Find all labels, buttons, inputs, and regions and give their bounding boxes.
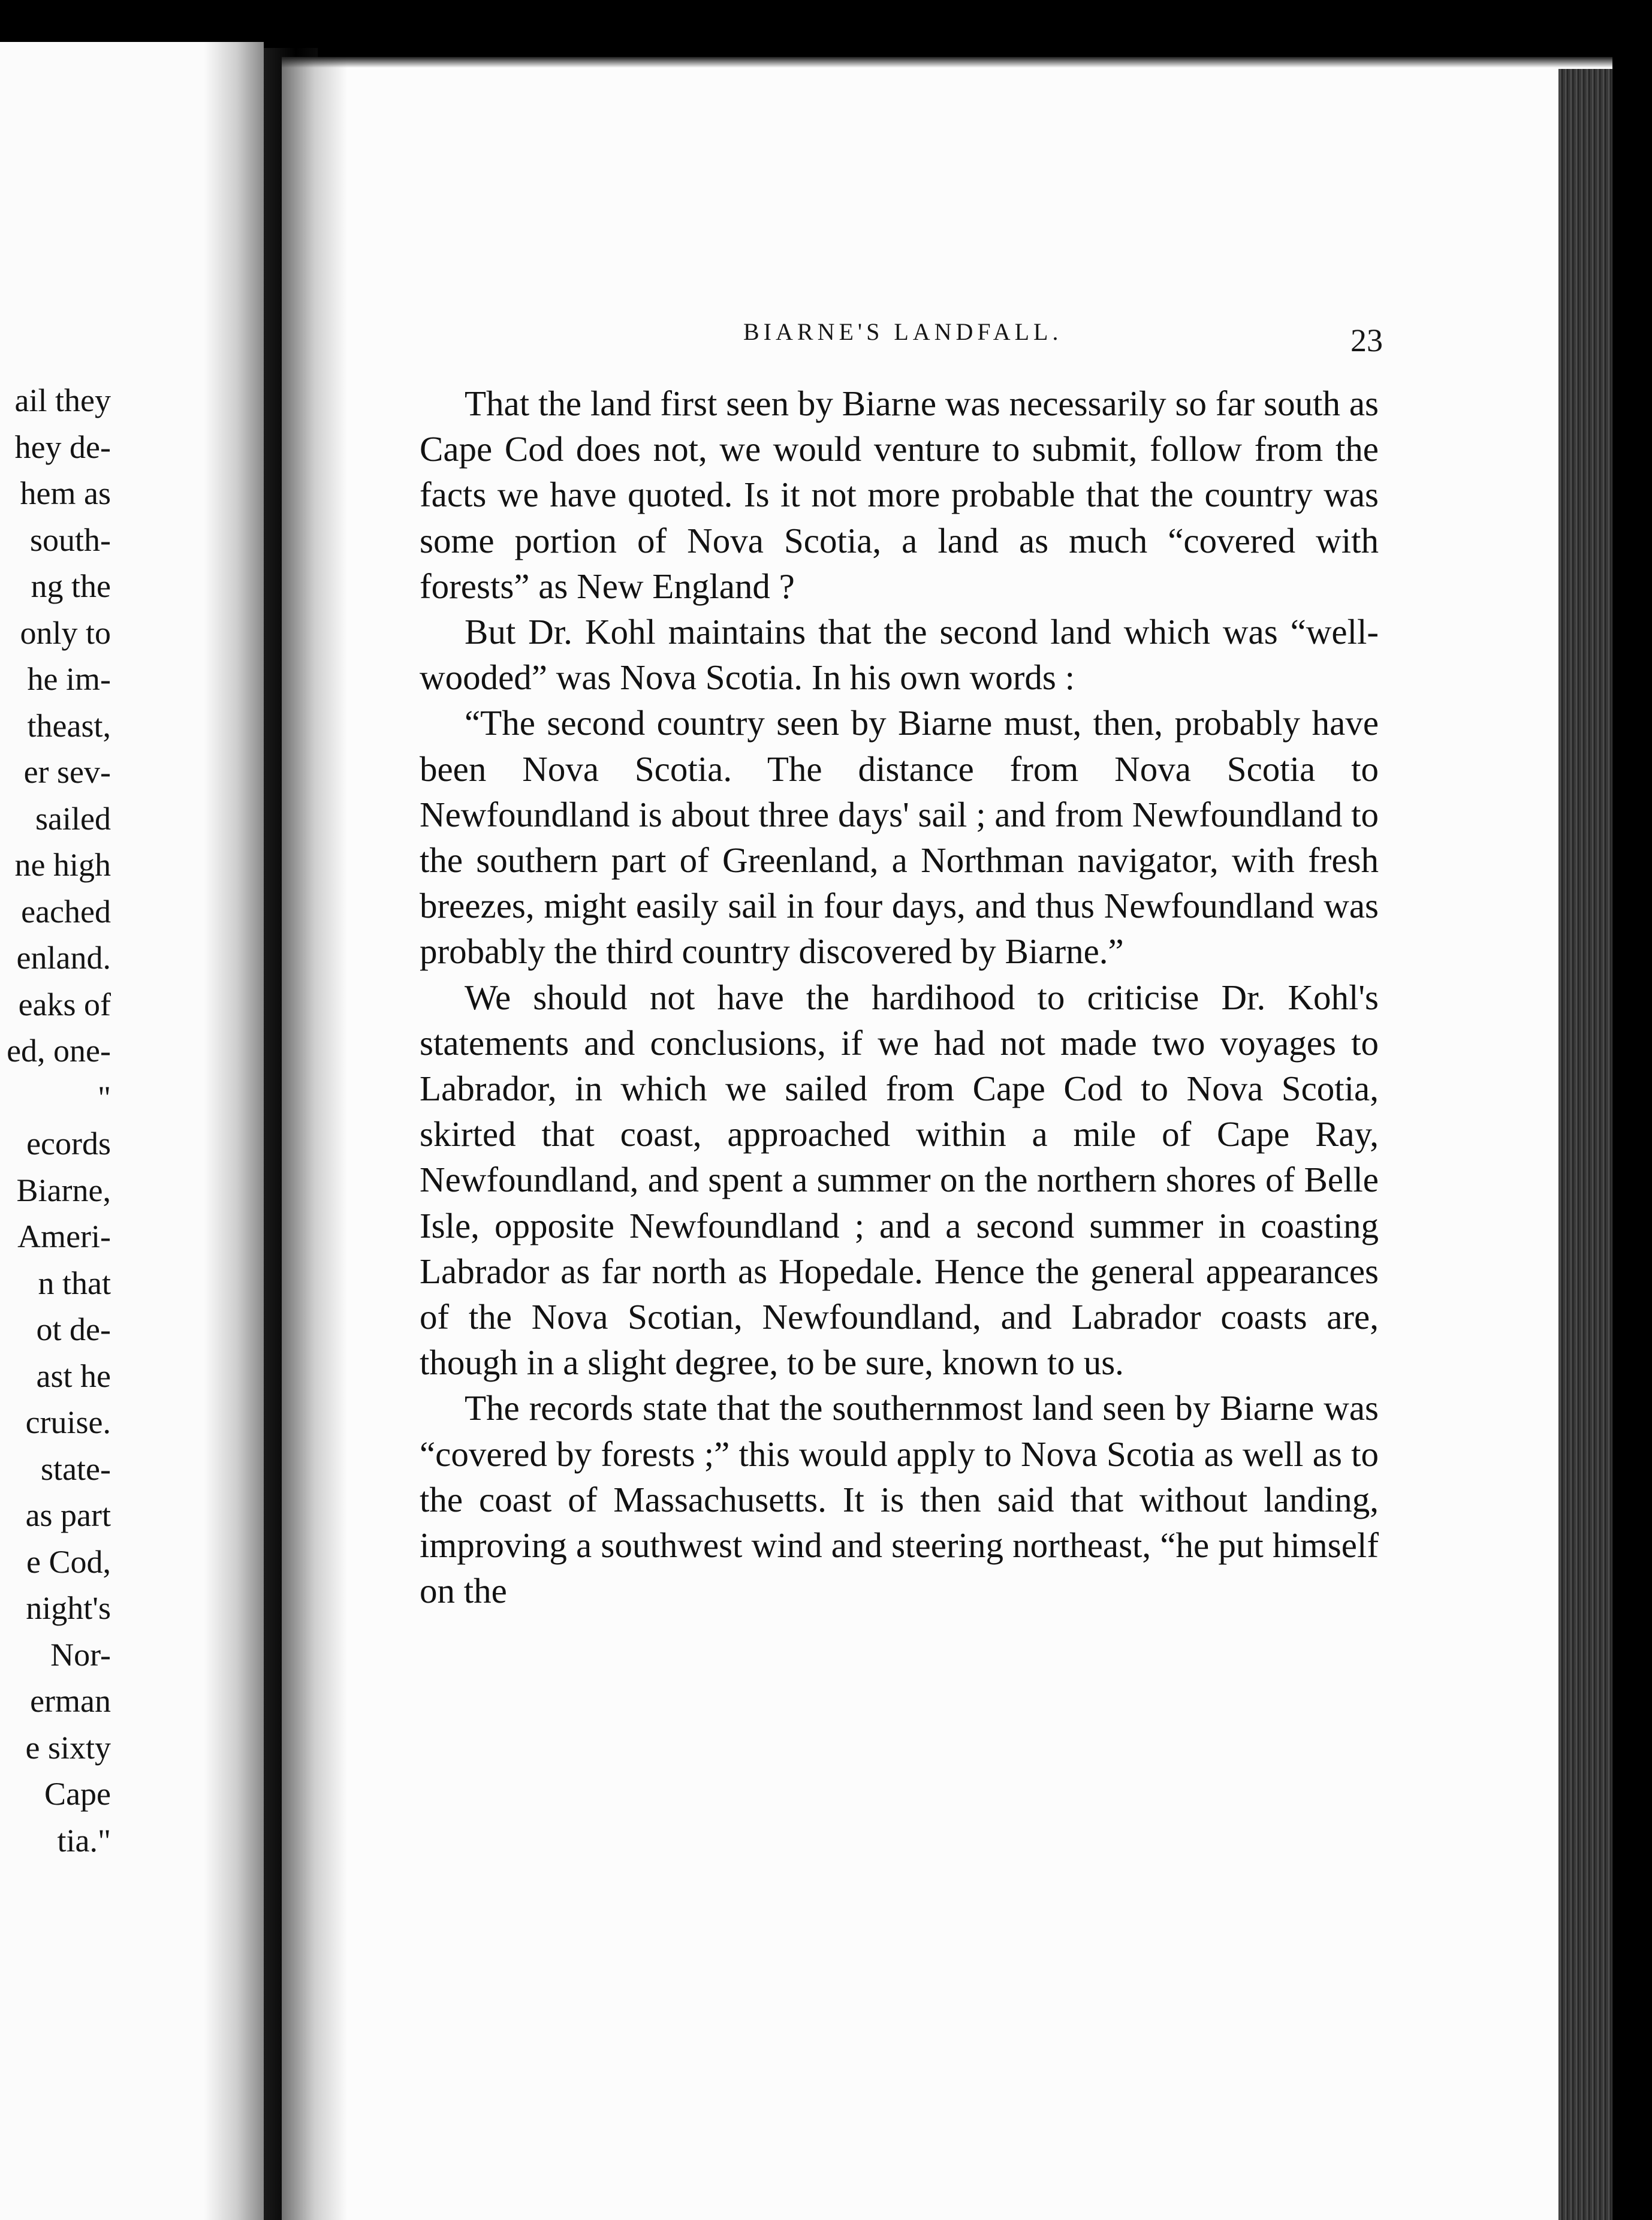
paragraph: “The second country seen by Biarne must, then, probably have been Nova Scotia. The distance from Nova Scotia to Newfoundland is about three days' sail ; and from Newfoundland to the southern part of Greenland, a Northman navigator, with fresh breezes, might easily sail in four days, and thus Newfoundland was probably the third country discovered by Biarne.” [420, 703, 1379, 972]
left-page [0, 42, 264, 2220]
left-line: ail they [14, 382, 111, 418]
running-head: BIARNE'S LANDFALL. [743, 318, 1063, 345]
left-line: hem as [20, 475, 111, 511]
left-line: ot de- [36, 1311, 111, 1347]
left-line: tia." [57, 1822, 111, 1859]
left-line: cruise. [25, 1404, 111, 1440]
left-line: erman [30, 1683, 111, 1719]
left-line: enland. [16, 940, 111, 976]
left-line: south- [30, 521, 111, 558]
left-line: eaks of [18, 986, 111, 1022]
left-line: as part [25, 1497, 111, 1533]
left-line: only to [20, 614, 111, 651]
page-number: 23 [1350, 322, 1383, 358]
left-line: " [97, 1079, 111, 1115]
page-top-edge [282, 57, 1612, 68]
left-line: Ameri- [17, 1218, 111, 1254]
left-line: e sixty [25, 1729, 111, 1766]
left-line: ed, one- [7, 1033, 111, 1069]
left-line: sailed [35, 800, 111, 837]
paragraph: That the land first seen by Biarne was necessarily so far south as Cape Cod does not, we would venture to submit, follow from the facts we have quoted. Is it not more probable that the country was some portion of Nova Scotia, a land as much “covered with forests” as New England ? [420, 384, 1379, 606]
left-line: er sev- [23, 754, 111, 790]
left-line: theast, [27, 707, 111, 744]
left-gutter-shadow [204, 42, 264, 2220]
left-line: hey de- [14, 429, 111, 465]
left-page-text-fragments [7, 378, 111, 1864]
page-edges [1558, 69, 1612, 2220]
paragraph: The records state that the southernmost land seen by Biarne was “covered by forests ;” this would apply to Nova Scotia as well as to the coast of Massachusetts. It is then said that without landing, improving a southwest wind and steering northeast, “he put himself on the [420, 1388, 1379, 1611]
left-line: he im- [27, 661, 111, 697]
paragraph: But Dr. Kohl maintains that the second land which was “well-wooded” was Nova Scotia. In his own words : [420, 612, 1379, 698]
left-line: ast he [36, 1358, 111, 1394]
left-line: Cape [44, 1776, 111, 1812]
left-line: n that [38, 1265, 111, 1301]
body-text [420, 381, 1379, 1613]
left-line: Nor- [50, 1636, 111, 1673]
right-gutter-shadow [282, 57, 348, 2220]
left-line: Biarne, [16, 1172, 111, 1208]
left-line: ng the [31, 568, 111, 604]
left-line: eached [21, 893, 111, 930]
left-line: ecords [26, 1126, 111, 1162]
left-line: ne high [14, 847, 111, 883]
left-line: night's [26, 1590, 111, 1626]
left-line: e Cod, [26, 1543, 111, 1580]
left-line: state- [41, 1450, 111, 1487]
paragraph: We should not have the hardihood to criticise Dr. Kohl's statements and conclusions, if we had not made two voyages to Labrador, in which we sailed from Cape Cod to Nova Scotia, skirted that coast, approached within a mile of Cape Ray, Newfoundland, and spent a summer on the northern shores of Belle Isle, opposite Newfoundland ; and a second summer in coasting Labrador as far north as Hopedale. Hence the general appearances of the Nova Scotian, Newfoundland, and Labrador coasts are, though in a slight degree, to be sure, known to us. [420, 977, 1379, 1383]
